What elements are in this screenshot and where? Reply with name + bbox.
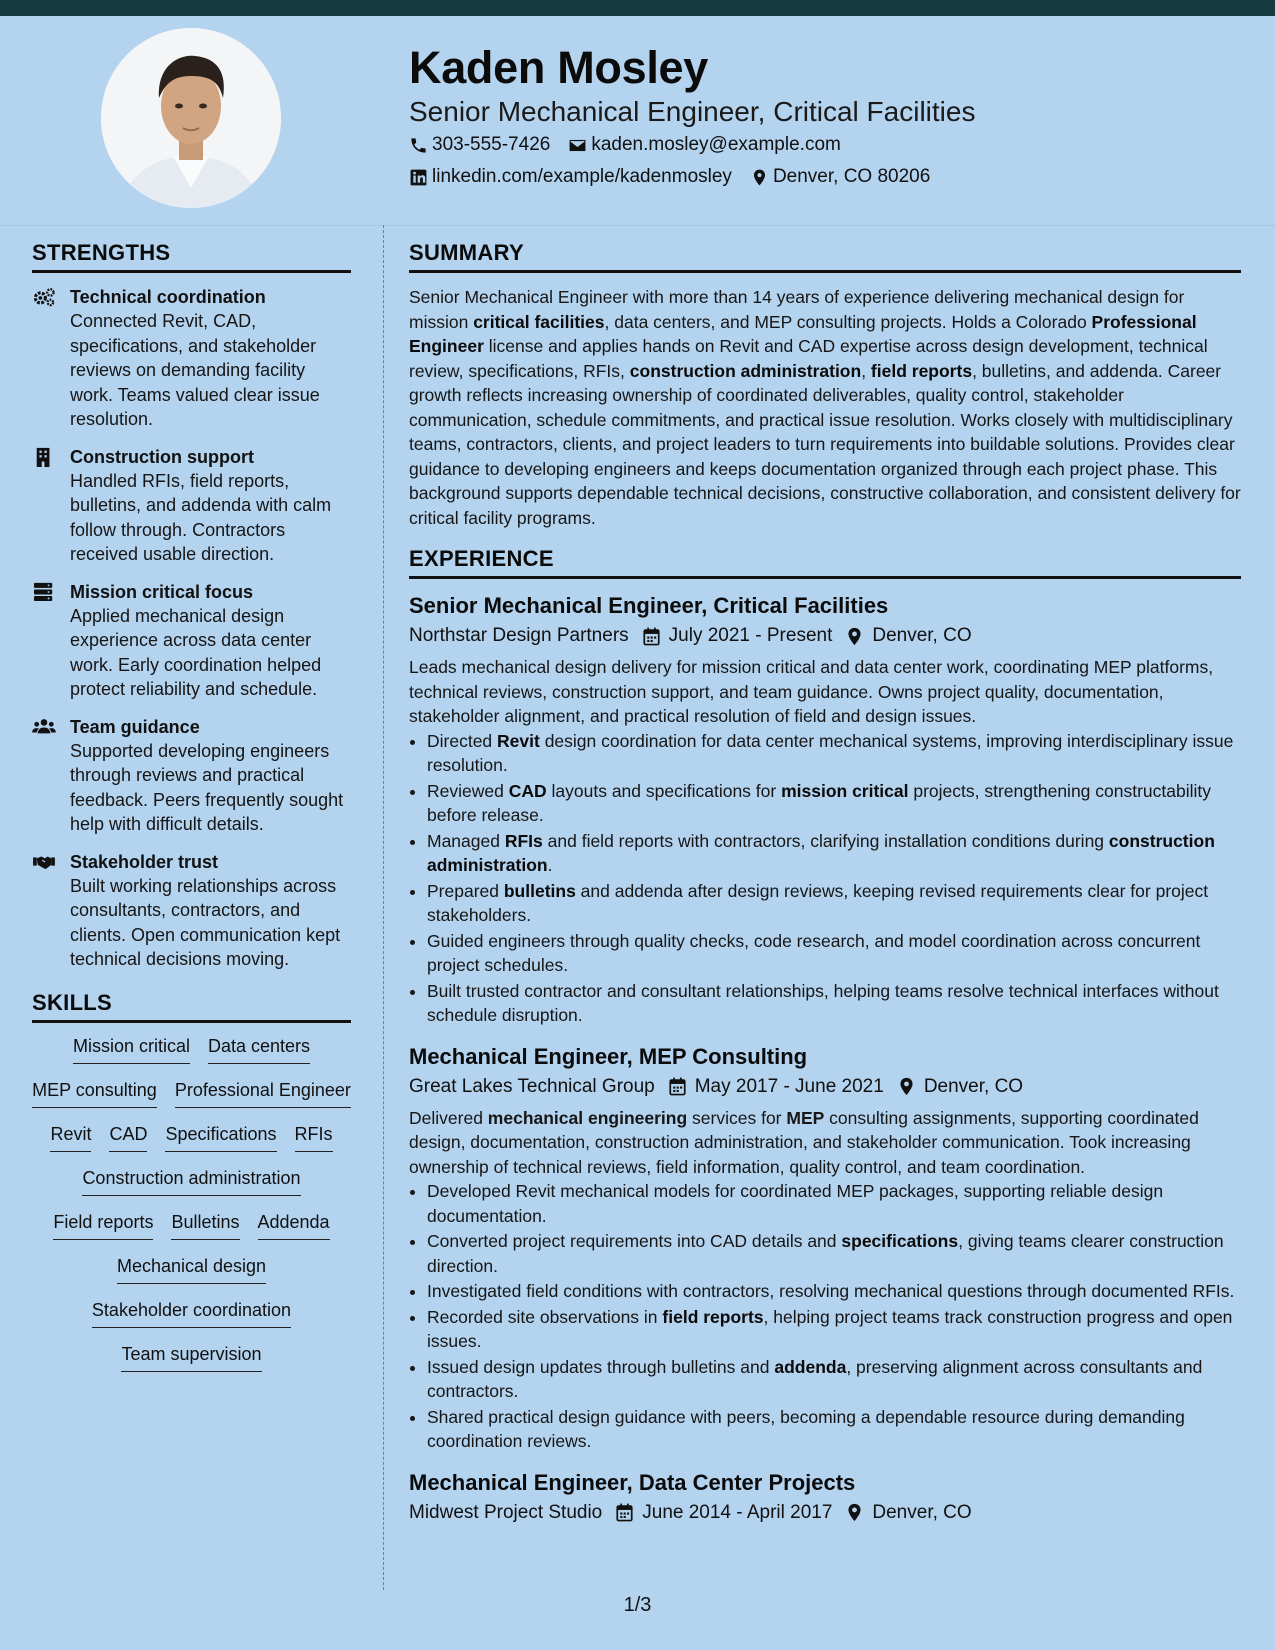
bullet-item: • Reviewed CAD layouts and specifications for mission critical projects, strengthening constructability before release. xyxy=(427,779,1241,828)
skill-tag: Stakeholder coordination xyxy=(92,1299,291,1328)
experience-list xyxy=(409,591,1241,1528)
bullet-item: • Built trusted contractor and consultant relationships, helping teams resolve technical interfaces without schedule disruption. xyxy=(427,979,1241,1028)
strength-title: Stakeholder trust xyxy=(70,851,219,872)
bullet-item: • Prepared bulletins and addenda after design reviews, keeping revised requirements clear for project stakeholders. xyxy=(427,879,1241,928)
column-divider xyxy=(383,225,384,1590)
summary-heading: SUMMARY xyxy=(409,240,1241,273)
contact-row-1 xyxy=(409,134,859,156)
job-location: Denver, CO xyxy=(846,1498,971,1528)
map-pin-icon xyxy=(750,168,769,187)
resume-header xyxy=(0,16,1275,226)
bullet-item: • Developed Revit mechanical models for coordinated MEP packages, supporting reliable design documentation. xyxy=(427,1179,1241,1228)
strength-description: Handled RFIs, field reports, bulletins, and addenda with calm follow through. Contractors received usable direction. xyxy=(70,470,332,564)
strength-title: Construction support xyxy=(70,446,254,467)
strength-item xyxy=(32,580,351,702)
bullet-item: • Recorded site observations in field reports, helping project teams track construction progress and open issues. xyxy=(427,1305,1241,1354)
skill-tag: MEP consulting xyxy=(32,1079,157,1108)
linkedin-text: linkedin.com/example/kadenmosley xyxy=(432,166,732,187)
strengths-heading: STRENGTHS xyxy=(32,240,351,273)
contact-row-2 xyxy=(409,166,948,188)
strength-item xyxy=(32,285,351,432)
gears-icon xyxy=(32,285,70,432)
skill-tag: Specifications xyxy=(165,1123,276,1152)
job-dates: May 2017 - June 2021 xyxy=(669,1072,884,1102)
location-text: Denver, CO 80206 xyxy=(772,166,931,187)
phone-text: 303-555-7426 xyxy=(432,134,551,155)
skill-tag: Construction administration xyxy=(82,1167,300,1196)
job-meta xyxy=(409,1498,1241,1528)
calendar-icon xyxy=(669,1077,686,1096)
skill-tag: Bulletins xyxy=(171,1211,239,1240)
skill-tag: Data centers xyxy=(208,1035,310,1064)
calendar-icon xyxy=(643,627,660,646)
company-name: Northstar Design Partners xyxy=(409,625,629,646)
strength-title: Team guidance xyxy=(70,716,200,737)
strength-item xyxy=(32,715,351,837)
company-name: Great Lakes Technical Group xyxy=(409,1075,655,1097)
skill-tag: Mechanical design xyxy=(117,1255,266,1284)
strength-description: Connected Revit, CAD, specifications, and stakeholder reviews on demanding facility work. Teams valued clear issue resolution. xyxy=(70,311,320,429)
job-location: Denver, CO xyxy=(898,1072,1023,1102)
skill-tag: Field reports xyxy=(53,1211,153,1240)
strengths-list xyxy=(32,285,351,972)
strength-title: Technical coordination xyxy=(70,287,266,307)
job-meta xyxy=(409,621,1241,651)
job-description: Leads mechanical design delivery for mission critical and data center work, coordinating MEP platforms, technical reviews, construction support, and team guidance. Owns project quality, documentation, stakeholder alignment, and practical resolution of field and design issues. xyxy=(409,657,1214,726)
page-number: 1/3 xyxy=(623,1594,652,1616)
job-entry xyxy=(409,1468,1241,1528)
job-location: Denver, CO xyxy=(846,621,971,651)
skills-list xyxy=(32,1035,351,1372)
job-meta xyxy=(409,1072,1241,1102)
job-dates: June 2014 - April 2017 xyxy=(616,1498,832,1528)
phone-icon xyxy=(409,136,428,155)
strength-item xyxy=(32,445,351,567)
left-column xyxy=(32,240,351,1372)
location-item xyxy=(750,166,930,188)
bullet-item: • Directed Revit design coordination for data center mechanical systems, improving interdisciplinary issue resolution. xyxy=(427,729,1241,778)
linkedin-item[interactable] xyxy=(409,166,732,188)
skill-tag: Professional Engineer xyxy=(175,1079,351,1108)
top-color-bar xyxy=(0,0,1275,16)
strength-description: Applied mechanical design experience across data center work. Early coordination helped protect reliability and schedule. xyxy=(70,605,322,699)
candidate-name: Kaden Mosley xyxy=(409,42,708,93)
map-pin-icon xyxy=(846,1503,863,1522)
building-icon xyxy=(32,445,70,567)
job-bullets xyxy=(409,1179,1241,1454)
candidate-title: Senior Mechanical Engineer, Critical Facilities xyxy=(409,96,976,127)
bullet-item: • Investigated field conditions with contractors, resolving mechanical questions through documented RFIs. xyxy=(427,1279,1241,1304)
job-title: Mechanical Engineer, MEP Consulting xyxy=(409,1043,808,1069)
job-bullets xyxy=(409,729,1241,1028)
map-pin-icon xyxy=(846,627,863,646)
bullet-item: • Shared practical design guidance with peers, becoming a dependable resource during demanding coordination reviews. xyxy=(427,1405,1241,1454)
experience-heading: EXPERIENCE xyxy=(409,546,1241,579)
bullet-item: • Managed RFIs and field reports with contractors, clarifying installation conditions during construction administration. xyxy=(427,829,1241,878)
users-icon xyxy=(32,715,70,837)
job-title: Senior Mechanical Engineer, Critical Facilities xyxy=(409,593,889,618)
strength-description: Supported developing engineers through reviews and practical feedback. Peers frequently sought help with difficult details. xyxy=(70,740,344,834)
skill-tag: RFIs xyxy=(295,1123,333,1152)
skills-heading: SKILLS xyxy=(32,990,351,1023)
job-entry xyxy=(409,1042,1241,1454)
email-item[interactable] xyxy=(568,134,841,156)
strength-description: Built working relationships across consultants, contractors, and clients. Open communication kept technical decisions moving. xyxy=(70,875,341,969)
right-column xyxy=(409,240,1241,1542)
strength-item xyxy=(32,850,351,972)
phone-item[interactable] xyxy=(409,134,550,156)
profile-photo xyxy=(101,28,281,208)
job-entry xyxy=(409,591,1241,1028)
strength-title: Mission critical focus xyxy=(70,581,254,602)
linkedin-icon xyxy=(409,168,428,187)
job-title: Mechanical Engineer, Data Center Projects xyxy=(409,1469,856,1495)
skill-tag: Mission critical xyxy=(73,1035,190,1064)
skill-tag: CAD xyxy=(109,1123,147,1152)
envelope-icon xyxy=(568,136,587,155)
handshake-icon xyxy=(32,850,70,972)
job-description: Delivered mechanical engineering services for MEP consulting assignments, supporting coordinated design, documentation, construction administration, and stakeholder communication. Took increasing ownership of technical reviews, field information, quality control, and team coordination. xyxy=(409,1107,1199,1177)
calendar-icon xyxy=(616,1503,633,1522)
skill-tag: Addenda xyxy=(258,1211,330,1240)
bullet-item: • Converted project requirements into CAD details and specifications, giving teams clearer construction direction. xyxy=(427,1229,1241,1278)
company-name: Midwest Project Studio xyxy=(409,1501,603,1523)
bullet-item: • Guided engineers through quality checks, code research, and model coordination across concurrent project schedules. xyxy=(427,929,1241,978)
bullet-item: • Issued design updates through bulletins and addenda, preserving alignment across consultants and contractors. xyxy=(427,1355,1241,1404)
summary-text: Senior Mechanical Engineer with more than 14 years of experience delivering mechanical design for mission critical facilities, data centers, and MEP consulting projects. Holds a Colorado Professional Engineer license and applies hands on Revit and CAD expertise across design development, technical review, specifications, RFIs, construction administration, field reports, bulletins, and addenda. Career growth reflects increasing ownership of coordinated deliverables, quality control, stakeholder communication, schedule commitments, and practical issue resolution. Works closely with multidisciplinary teams, contractors, clients, and project leaders to turn requirements into buildable solutions. Provides clear guidance to developing engineers and keeps documentation organized through each project phase. This background supports dependable technical decisions, constructive collaboration, and consistent delivery for critical facility programs. xyxy=(409,287,1241,528)
email-text: kaden.mosley@example.com xyxy=(591,134,841,155)
skill-tag: Team supervision xyxy=(121,1343,261,1372)
skill-tag: Revit xyxy=(50,1123,91,1152)
map-pin-icon xyxy=(898,1077,915,1096)
server-icon xyxy=(32,580,70,702)
job-dates: July 2021 - Present xyxy=(643,621,833,651)
